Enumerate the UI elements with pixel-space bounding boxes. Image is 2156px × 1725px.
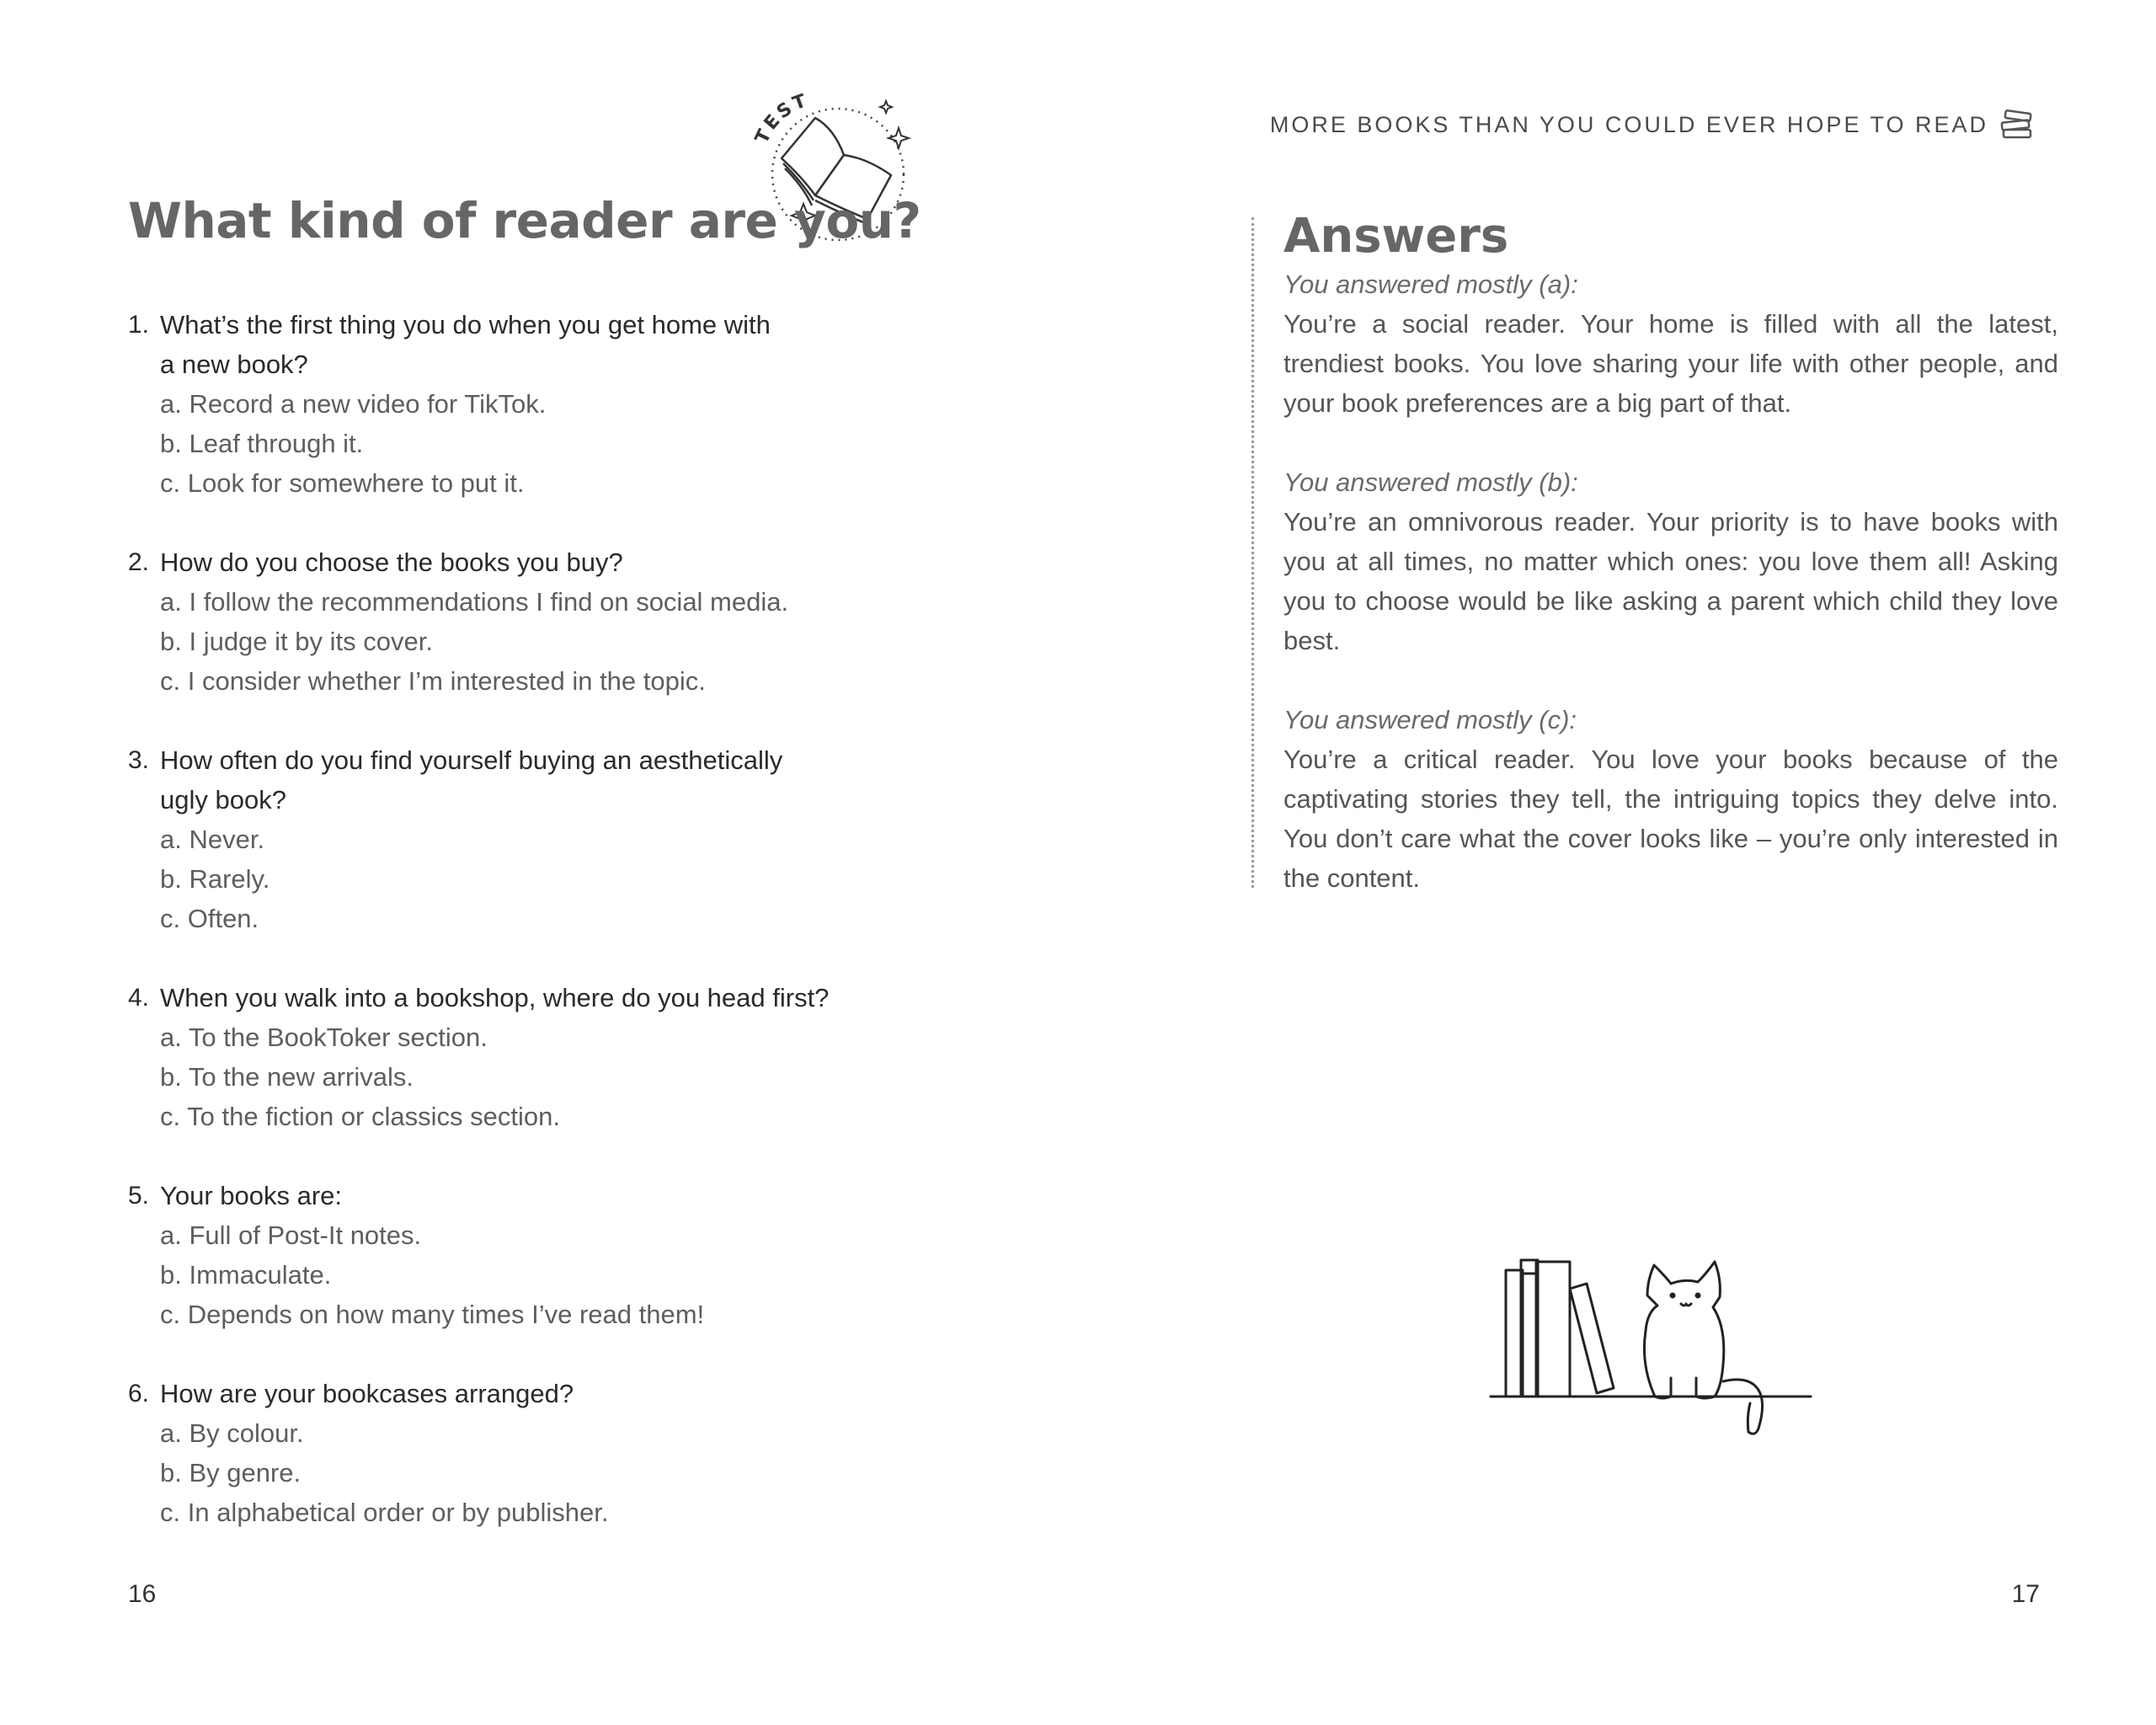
question-list <box>128 305 953 1572</box>
answers-section <box>1283 209 2058 937</box>
question-2 <box>128 542 953 701</box>
quiz-title: What kind of reader are you? <box>128 192 921 249</box>
question-option: c. I consider whether I’m interested in the topic. <box>160 666 706 696</box>
question-option: a. I follow the recommendations I find on social media. <box>160 587 789 617</box>
question-option: b. Leaf through it. <box>160 429 364 458</box>
question-option: c. In alphabetical order or by publisher. <box>160 1498 609 1527</box>
question-option: b. Rarely. <box>160 864 270 894</box>
cat-on-bookshelf-illustration <box>1482 1179 1836 1449</box>
question-option: b. Immaculate. <box>160 1260 332 1290</box>
question-option: a. To the BookToker section. <box>160 1023 488 1052</box>
question-3 <box>128 740 953 938</box>
question-text: When you walk into a bookshop, where do you head first? <box>160 983 830 1012</box>
answers-title: Answers <box>1283 209 1509 264</box>
answer-text: You’re an omnivorous reader. Your priority is to have books with you at all times, no matter which ones: you love them all! Asking you to choose would be like asking a parent which child they love best. <box>1283 507 2058 655</box>
question-number: 4. <box>128 984 150 1012</box>
question-option: b. To the new arrivals. <box>160 1062 414 1092</box>
question-number: 2. <box>128 548 150 576</box>
question-1 <box>128 305 953 503</box>
right-page <box>1078 0 2156 1725</box>
question-6 <box>128 1374 953 1532</box>
question-option: c. Depends on how many times I’ve read them! <box>160 1300 705 1329</box>
question-4 <box>128 978 953 1136</box>
page-number-left: 16 <box>128 1580 157 1608</box>
answer-a <box>1283 264 2058 423</box>
question-option: a. Full of Post-It notes. <box>160 1220 422 1250</box>
page-number-right: 17 <box>2011 1580 2040 1608</box>
question-option: a. By colour. <box>160 1418 304 1448</box>
question-option: c. Look for somewhere to put it. <box>160 468 525 498</box>
question-text: What’s the first thing you do when you get home with a new book? <box>160 310 771 379</box>
badge-text-path: TEST <box>751 89 812 147</box>
question-text: Your books are: <box>160 1181 343 1210</box>
question-option: b. By genre. <box>160 1458 302 1487</box>
question-option: a. Never. <box>160 825 265 854</box>
question-number: 6. <box>128 1380 150 1407</box>
answer-label: You answered mostly (c): <box>1283 705 1577 734</box>
answer-label: You answered mostly (b): <box>1283 467 1578 497</box>
question-text: How do you choose the books you buy? <box>160 547 623 577</box>
running-head <box>1270 108 2036 142</box>
question-option: c. To the fiction or classics section. <box>160 1102 560 1131</box>
answer-text: You’re a social reader. Your home is filled with all the latest, trendiest books. You love sharing your life with other people, and your book preferences are a big part of that. <box>1283 309 2058 418</box>
answer-text: You’re a critical reader. You love your books because of the captivating stories they tell, the intriguing topics they delve into. You don’t care what the cover looks like – you’re only interested in the content. <box>1283 745 2058 893</box>
answer-label: You answered mostly (a): <box>1283 270 1578 299</box>
question-5 <box>128 1176 953 1334</box>
question-text: How are your bookcases arranged? <box>160 1379 574 1408</box>
running-head-text: MORE BOOKS THAN YOU COULD EVER HOPE TO READ <box>1269 111 1988 137</box>
question-option: c. Often. <box>160 904 259 933</box>
books-icon <box>1506 1260 1614 1397</box>
book-stack-icon <box>1999 108 2036 142</box>
answer-c <box>1283 700 2058 898</box>
question-number: 5. <box>128 1182 150 1210</box>
question-number: 1. <box>128 311 150 339</box>
dotted-divider <box>1251 217 1254 888</box>
cat-icon <box>1644 1262 1762 1434</box>
answer-b <box>1283 462 2058 660</box>
question-text: How often do you find yourself buying an aesthetically ugly book? <box>160 745 783 814</box>
question-number: 3. <box>128 746 150 774</box>
question-option: b. I judge it by its cover. <box>160 627 433 656</box>
question-option: a. Record a new video for TikTok. <box>160 389 547 419</box>
